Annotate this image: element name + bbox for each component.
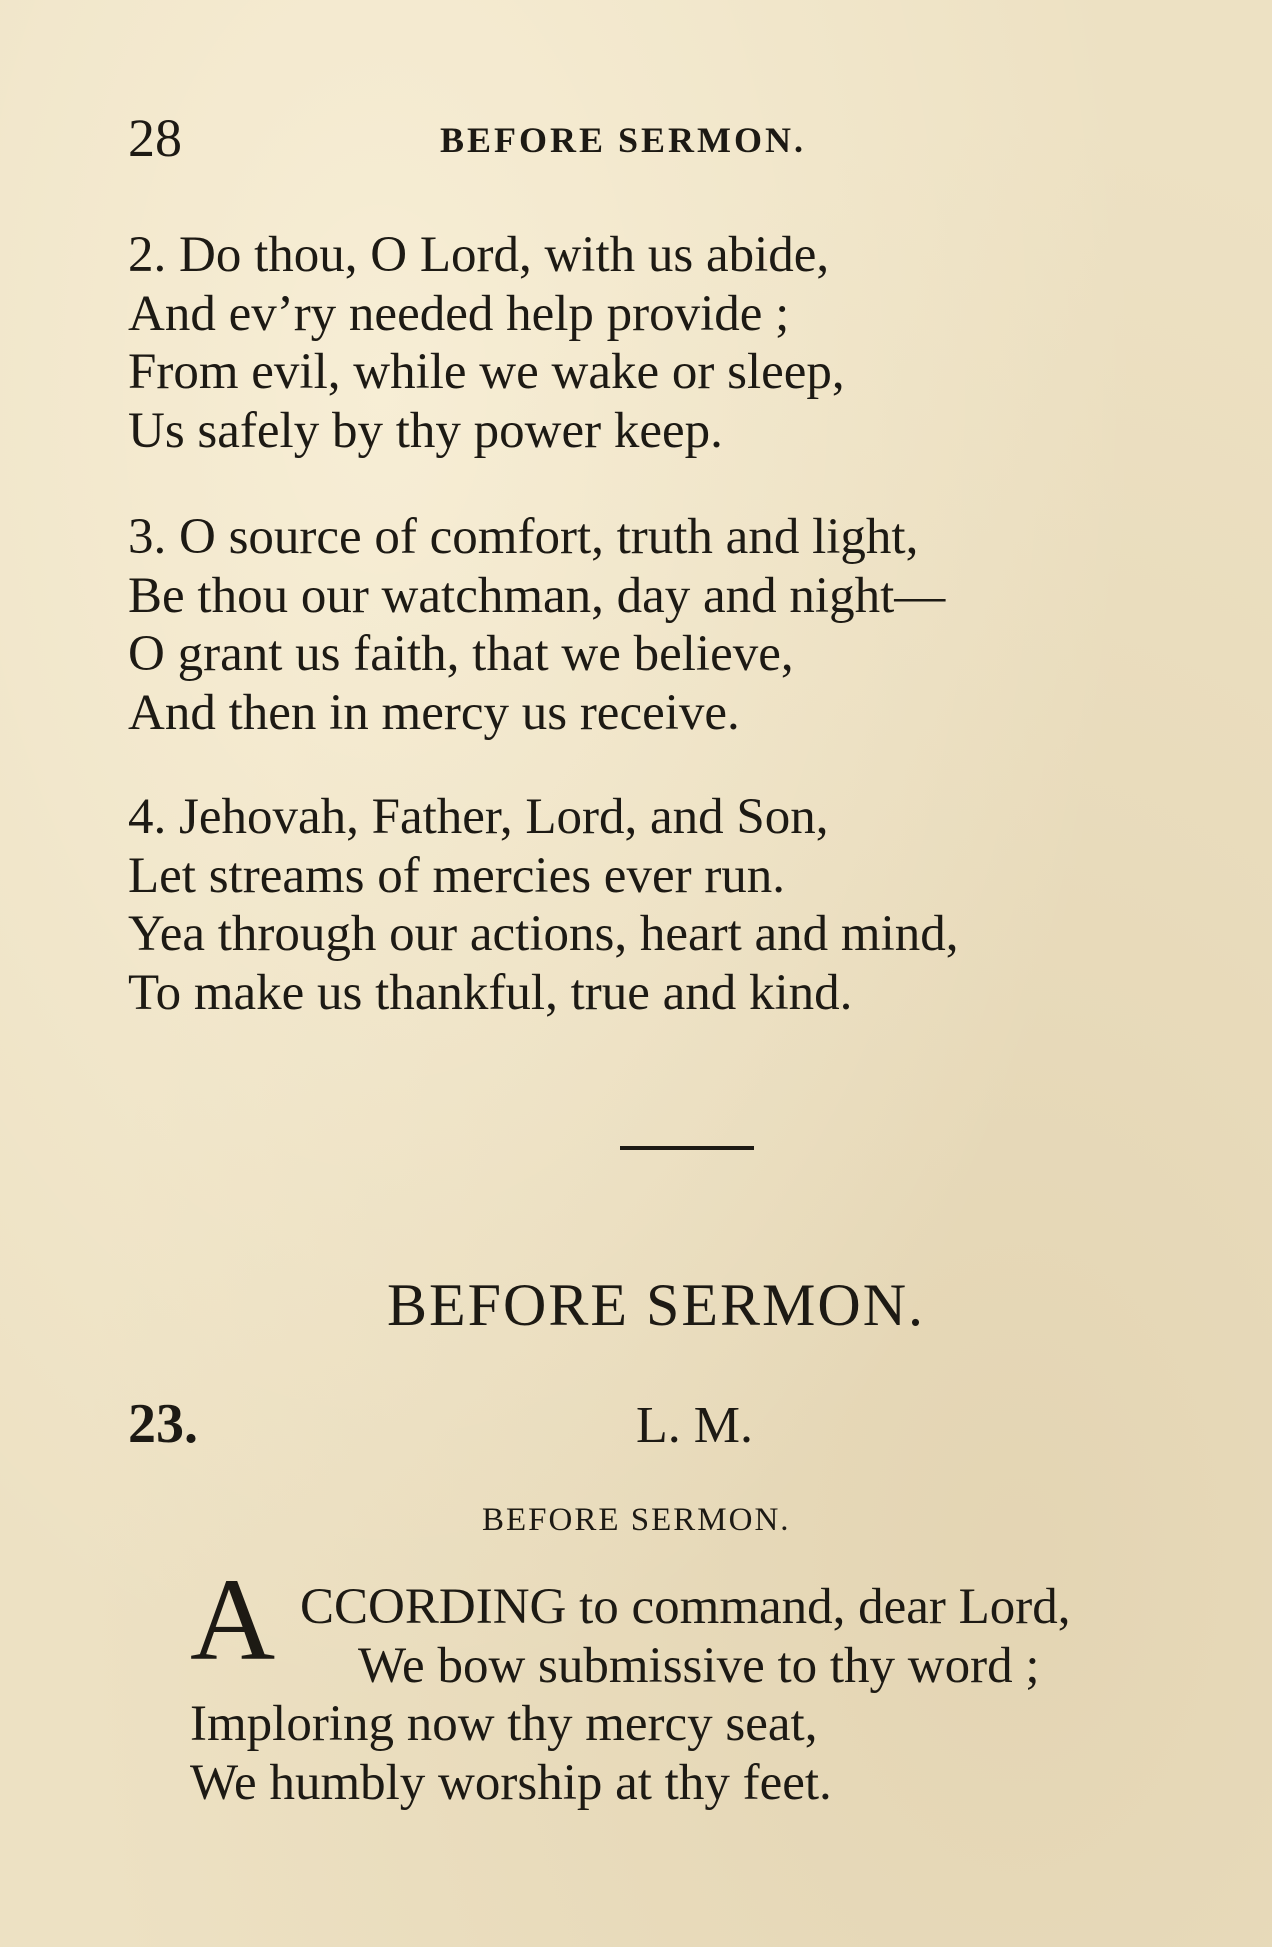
running-title: BEFORE SERMON. <box>440 120 807 160</box>
section-title: BEFORE SERMON. <box>386 1272 926 1338</box>
stanza-line: 3. O source of comfort, truth and light, <box>128 509 919 565</box>
drop-cap: A <box>190 1554 276 1685</box>
stanza-line: 4. Jehovah, Father, Lord, and Son, <box>128 789 829 845</box>
verse-line: We humbly worship at thy feet. <box>190 1754 832 1811</box>
stanza-line: Us safely by thy power keep. <box>128 402 723 459</box>
section-divider <box>620 1146 754 1150</box>
stanza-line: From evil, while we wake or sleep, <box>128 344 845 400</box>
stanza-line: 2. Do thou, O Lord, with us abide, <box>128 227 830 283</box>
stanza-line: And ev’ry needed help provide ; <box>128 285 790 342</box>
stanza-line: Let streams of mercies ever run. <box>128 847 786 904</box>
hymn-number: 23. <box>128 1393 198 1455</box>
stanza-3 <box>128 508 945 742</box>
running-head <box>128 108 1128 168</box>
hymn-subtitle: BEFORE SERMON. <box>482 1502 791 1538</box>
stanza-2 <box>128 226 845 460</box>
verse-line: Imploring now thy mercy seat, <box>190 1696 818 1752</box>
stanza-line: Yea through our actions, heart and mind, <box>128 906 959 962</box>
stanza-line: O grant us faith, that we believe, <box>128 626 794 682</box>
verse-first-line: CCORDING to command, dear Lord, <box>300 1579 1071 1635</box>
stanza-line: To make us thankful, true and kind. <box>128 964 853 1021</box>
hymn-verse-1 <box>190 1578 1071 1812</box>
stanza-4 <box>128 788 959 1022</box>
stanza-line: And then in mercy us receive. <box>128 684 740 741</box>
stanza-line: Be thou our watchman, day and night— <box>128 567 946 624</box>
page-number: 28 <box>128 108 182 168</box>
verse-line: We bow submissive to thy word ; <box>358 1637 1040 1694</box>
hymn-meter: L. M. <box>636 1397 753 1454</box>
